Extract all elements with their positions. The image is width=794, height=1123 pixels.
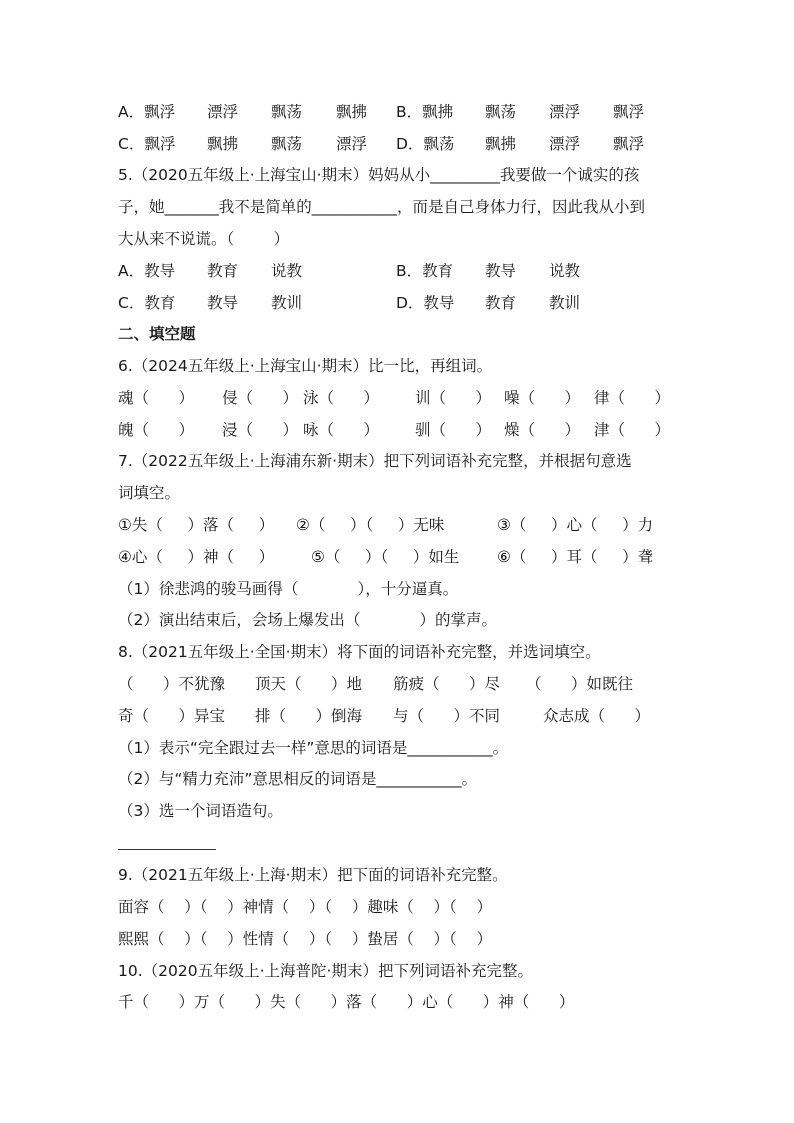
text-line xyxy=(0,477,794,509)
text-segment: 排（ ）倒海 xyxy=(255,707,363,725)
text-segment: 魄（ ） xyxy=(118,421,195,439)
text-segment: （ ）如既往 xyxy=(526,675,634,693)
text-segment: B．教育 xyxy=(396,262,454,280)
text-segment: C．飘浮 xyxy=(118,135,176,153)
text-line xyxy=(0,223,794,255)
text-segment: 飘荡 xyxy=(271,135,303,153)
text-segment: 飘拂 xyxy=(485,135,517,153)
text-line xyxy=(0,382,794,414)
text-line xyxy=(0,636,794,668)
text-line xyxy=(0,573,794,605)
text-segment: 噪（ ） xyxy=(504,389,581,407)
text-segment: 魂（ ） xyxy=(118,389,195,407)
text-line xyxy=(0,923,794,955)
text-line xyxy=(0,128,794,160)
text-segment: ③（ ）心（ ）力 xyxy=(497,516,654,534)
text-segment: A．飘浮 xyxy=(118,103,176,121)
answer-underline xyxy=(118,849,216,850)
text-segment: 咏（ ） xyxy=(303,421,380,439)
text-segment: ①失（ ）落（ ） xyxy=(118,516,275,534)
text-segment: 大从来不说谎。（ ） xyxy=(118,230,290,248)
text-segment: ④心（ ）神（ ） xyxy=(118,548,275,566)
text-segment: 顶天（ ）地 xyxy=(255,675,363,693)
text-segment: A．教导 xyxy=(118,262,176,280)
text-segment: 漂浮 xyxy=(207,103,239,121)
text-segment: 漂浮 xyxy=(336,135,368,153)
text-segment: 面容（ ）（ ）神情（ ）（ ）趣味（ ）（ ） xyxy=(118,898,492,916)
text-line xyxy=(0,891,794,923)
text-segment: ⑥（ ）耳（ ）聋 xyxy=(497,548,654,566)
text-line xyxy=(0,859,794,891)
text-segment: 驯（ ） xyxy=(415,421,492,439)
text-segment: D．飘荡 xyxy=(396,135,455,153)
text-line xyxy=(0,255,794,287)
text-line xyxy=(0,700,794,732)
text-segment: 8.（2021五年级上·全国·期末）将下面的词语补充完整，并选词填空。 xyxy=(118,643,601,661)
text-segment: C．教育 xyxy=(118,294,176,312)
text-segment: 教育 xyxy=(485,294,517,312)
text-segment: 熙熙（ ）（ ）性情（ ）（ ）蛰居（ ）（ ） xyxy=(118,930,492,948)
text-segment: 燥（ ） xyxy=(504,421,581,439)
text-segment: 7.（2022五年级上·上海浦东新·期末）把下列词语补充完整，并根据句意选 xyxy=(118,452,632,470)
text-segment: 众志成（ ） xyxy=(543,707,651,725)
text-line xyxy=(0,414,794,446)
text-segment: 子，她_______我不是简单的___________，而是自己身体力行，因此我从小到 xyxy=(118,198,646,216)
text-segment: 二、填空题 xyxy=(118,325,196,343)
text-segment: 筋疲（ ）尽 xyxy=(393,675,501,693)
text-line xyxy=(0,732,794,764)
text-segment: 飘拂 xyxy=(336,103,368,121)
text-line xyxy=(0,287,794,319)
text-segment: 教训 xyxy=(271,294,303,312)
text-segment: 9.（2021五年级上·上海·期末）把下面的词语补充完整。 xyxy=(118,866,508,884)
text-segment: 教育 xyxy=(207,262,239,280)
text-line xyxy=(0,541,794,573)
text-line xyxy=(0,509,794,541)
text-segment: 奇（ ）异宝 xyxy=(118,707,226,725)
text-segment: B．飘拂 xyxy=(396,103,454,121)
text-line xyxy=(0,955,794,987)
text-segment: 千（ ）万（ ）失（ ）落（ ）心（ ）神（ ） xyxy=(118,993,575,1011)
text-segment: 津（ ） xyxy=(594,421,671,439)
text-segment: 律（ ） xyxy=(594,389,671,407)
text-segment: 说教 xyxy=(271,262,303,280)
text-line xyxy=(0,445,794,477)
text-segment: （1）表示“完全跟过去一样”意思的词语是___________。 xyxy=(118,739,509,757)
text-segment: （3）选一个词语造句。 xyxy=(118,802,283,820)
text-line xyxy=(0,350,794,382)
text-segment: （2）与“精力充沛”意思相反的词语是___________。 xyxy=(118,770,478,788)
text-line xyxy=(0,96,794,128)
text-segment: ⑤（ ）（ ）如生 xyxy=(311,548,460,566)
text-line xyxy=(0,159,794,191)
text-segment: 飘荡 xyxy=(485,103,517,121)
text-segment: 教导 xyxy=(207,294,239,312)
text-segment: 教训 xyxy=(549,294,581,312)
text-segment: （2）演出结束后，会场上爆发出（ ）的掌声。 xyxy=(118,611,497,629)
text-line xyxy=(0,986,794,1018)
text-segment: 教导 xyxy=(485,262,517,280)
text-segment: 飘拂 xyxy=(207,135,239,153)
text-segment: 泳（ ） xyxy=(303,389,380,407)
text-line xyxy=(0,668,794,700)
text-segment: 词填空。 xyxy=(118,484,181,502)
text-segment: 说教 xyxy=(549,262,581,280)
text-segment: 与（ ）不同 xyxy=(393,707,501,725)
text-segment: ②（ ）（ ）无味 xyxy=(296,516,445,534)
text-line xyxy=(0,795,794,827)
text-segment: 训（ ） xyxy=(415,389,492,407)
text-segment: 6.（2024五年级上·上海宝山·期末）比一比，再组词。 xyxy=(118,357,493,375)
text-segment: 漂浮 xyxy=(549,103,581,121)
text-segment: 漂浮 xyxy=(549,135,581,153)
text-line xyxy=(0,763,794,795)
text-segment: 飘浮 xyxy=(613,135,645,153)
text-segment: （1）徐悲鸿的骏马画得（ ），十分逼真。 xyxy=(118,580,459,598)
text-segment: D．教导 xyxy=(396,294,455,312)
text-segment: （ ）不犹豫 xyxy=(118,675,226,693)
text-line xyxy=(0,318,794,350)
text-segment: 浸（ ） xyxy=(222,421,299,439)
text-segment: 飘浮 xyxy=(613,103,645,121)
text-line xyxy=(0,191,794,223)
text-segment: 飘荡 xyxy=(271,103,303,121)
text-segment: 10.（2020五年级上·上海普陀·期末）把下列词语补充完整。 xyxy=(118,962,533,980)
text-line xyxy=(0,604,794,636)
text-segment: 5.（2020五年级上·上海宝山·期末）妈妈从小_________我要做一个诚实的孩 xyxy=(118,166,640,184)
text-segment: 侵（ ） xyxy=(222,389,299,407)
